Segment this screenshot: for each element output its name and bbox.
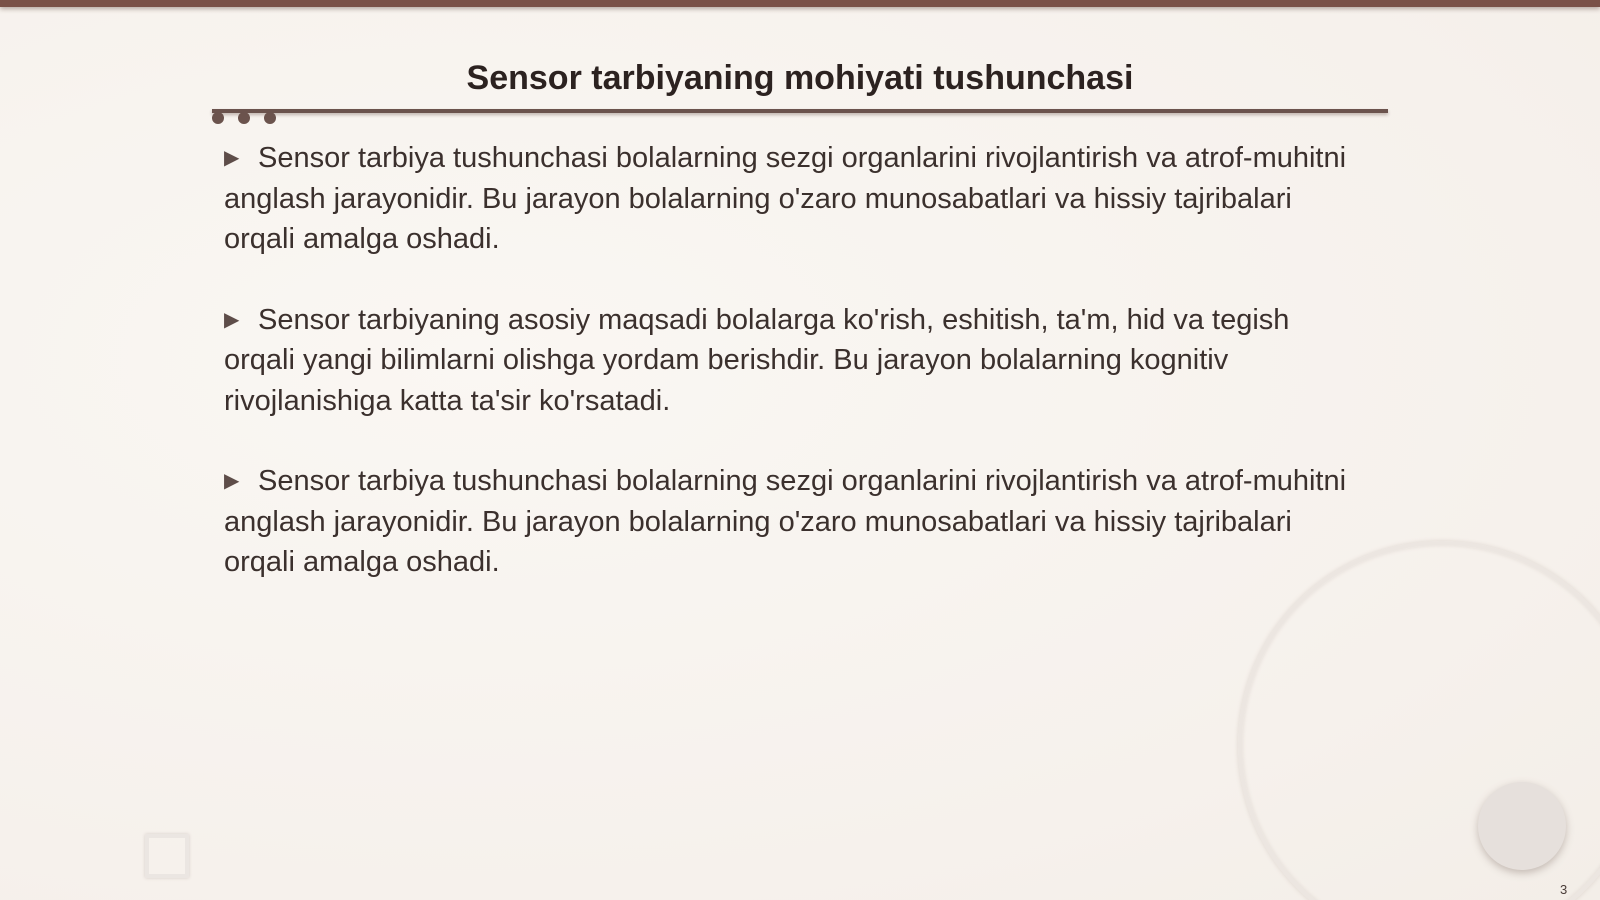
bullet-item [224, 138, 1354, 260]
decorative-circle [1478, 782, 1566, 870]
bullet-item [224, 300, 1354, 422]
title-underline [212, 109, 1388, 113]
bullet-arrow-icon: ▶ [224, 470, 240, 492]
decorative-dot [238, 112, 250, 124]
page-number: 3 [1560, 882, 1568, 897]
bullet-arrow-icon: ▶ [224, 147, 240, 169]
bullet-text: Sensor tarbiya tushunchasi bolalarning sezgi organlarini rivojlantirish va atrof-muhitni anglash jarayonidir. Bu jarayon bolalarning o'zaro munosabatlari va hissiy tajribalari orqali amalga oshadi. [224, 142, 1347, 255]
decorative-dot [212, 112, 224, 124]
bullet-item [224, 461, 1354, 583]
bullet-text: Sensor tarbiyaning asosiy maqsadi bolalarga ko'rish, eshitish, ta'm, hid va tegish orqali yangi bilimlarni olishga yordam berishdir. Bu jarayon bolalarning kognitiv rivojlanishiga katta ta'sir ko'rsatadi. [224, 303, 1290, 417]
top-accent-bar [0, 0, 1600, 7]
decorative-dot [264, 112, 276, 124]
bullet-arrow-icon: ▶ [224, 308, 240, 331]
slide-title: Sensor tarbiyaning mohiyati tushunchasi [466, 59, 1134, 97]
decorative-square [145, 834, 189, 878]
bullet-list [224, 138, 1354, 623]
bullet-text: Sensor tarbiya tushunchasi bolalarning sezgi organlarini rivojlantirish va atrof-muhitni anglash jarayonidir. Bu jarayon bolalarning o'zaro munosabatlari va hissiy tajribalari orqali amalga oshadi. [224, 465, 1347, 578]
